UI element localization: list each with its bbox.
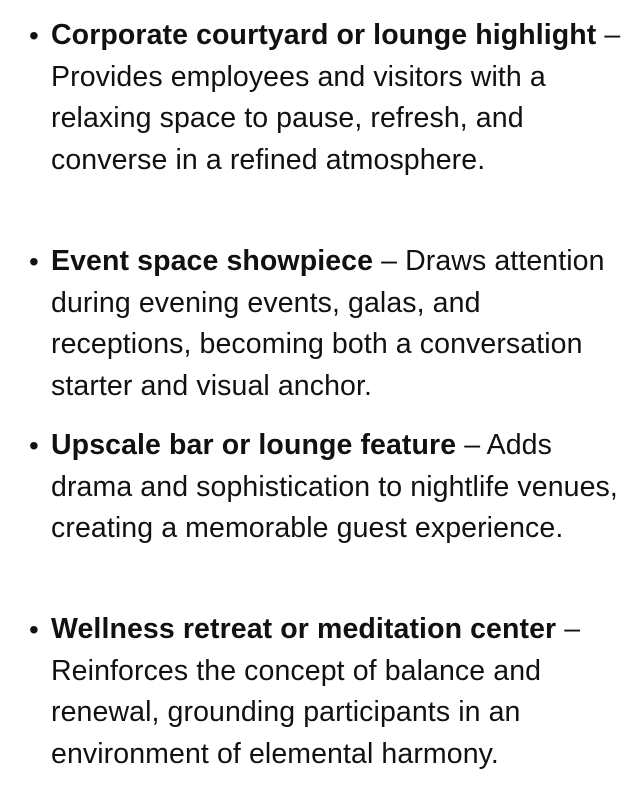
list-item-text [51,425,626,550]
list-item-text [51,15,626,181]
list-item-text [51,241,626,407]
bullet-marker: • [29,430,39,461]
bullet-marker: • [29,614,39,645]
list-item-description: – Draws attention during evening events, galas, and receptions, becoming both a conversation starter and visual anchor. [51,245,605,402]
list-item-term: Upscale bar or lounge feature [51,429,457,461]
list-item-text [51,609,626,775]
list-item-term: Event space showpiece [51,245,374,277]
list-item-term: Corporate courtyard or lounge highlight [51,19,597,51]
list-item-description: – Provides employees and visitors with a relaxing space to pause, refresh, and converse in a refined atmosphere. [51,19,621,176]
list-item-description: – Adds drama and sophistication to nightlife venues, creating a memorable guest experience. [51,429,618,544]
bullet-marker: • [29,20,39,51]
bullet-marker: • [29,246,39,277]
list-item-term: Wellness retreat or meditation center [51,613,557,645]
list-item-description: – Reinforces the concept of balance and renewal, grounding participants in an environment of elemental harmony. [51,613,581,770]
